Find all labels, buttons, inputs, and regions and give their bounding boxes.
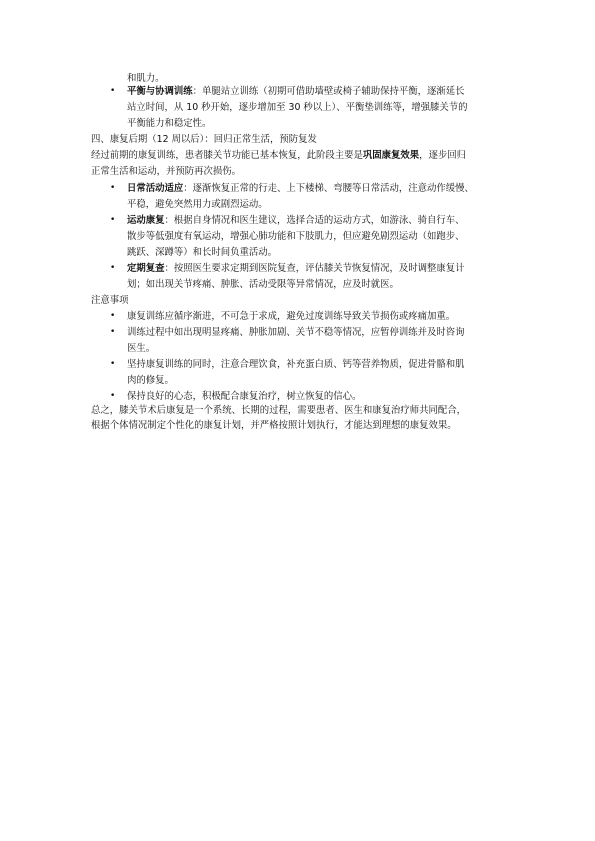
continuation-text: 和肌力。 — [127, 73, 165, 84]
section-4-emphasis: 巩固康复效果 — [362, 150, 420, 161]
section-4-text-a: 经过前期的康复训练，患者膝关节功能已基本恢复，此阶段主要是 — [91, 150, 363, 161]
exercise-rehab-line-1 — [127, 214, 465, 227]
daily-activity-title: 日常活动适应 — [127, 183, 184, 194]
bullet-icon: • — [110, 263, 116, 273]
balance-training-text-1: ：单腿站立训练（初期可借助墙壁或椅子辅助保持平衡，逐渐延长 — [192, 86, 465, 97]
regular-checkup-text-1: ：按照医生要求定期到医院复查，评估膝关节恢复情况，及时调整康复计 — [164, 263, 465, 274]
note-3-line-2: 肉的修复。 — [127, 375, 174, 386]
summary-line-1: 总之，膝关节术后康复是一个系统、长期的过程，需要患者、医生和康复治疗师共同配合， — [91, 405, 467, 416]
exercise-rehab-line-3: 跳跃、深蹲等）和长时间负重活动。 — [127, 247, 278, 258]
daily-activity-text-1: ：逐渐恢复正常的行走、上下楼梯、弯腰等日常活动，注意动作缓慢、 — [183, 183, 474, 194]
section-4-heading: 四、康复后期（12 周以后）：回归正常生活，预防复发 — [91, 134, 317, 145]
daily-activity-line-1 — [127, 182, 474, 195]
balance-training-title: 平衡与协调训练 — [127, 86, 193, 97]
balance-training-line-3: 平衡能力和稳定性。 — [127, 118, 212, 129]
note-1-line-1: 康复训练应循序渐进，不可急于求成，避免过度训练导致关节损伤或疼痛加重。 — [127, 311, 456, 322]
bullet-icon: • — [110, 391, 116, 401]
summary-line-2: 根据个体情况制定个性化的康复计划，并严格按照计划执行，才能达到理想的康复效果。 — [91, 420, 457, 431]
bullet-icon: • — [110, 86, 116, 96]
note-3-line-1: 坚持康复训练的同时，注意合理饮食，补充蛋白质、钙等营养物质，促进骨骼和肌 — [127, 359, 465, 370]
note-4-line-1: 保持良好的心态，积极配合康复治疗，树立恢复的信心。 — [127, 391, 362, 402]
section-4-paragraph-line-2: 正常生活和运动，并预防再次损伤。 — [91, 166, 242, 177]
exercise-rehab-title: 运动康复 — [127, 215, 165, 226]
note-2-line-1: 训练过程中如出现明显疼痛、肿胀加剧、关节不稳等情况，应暂停训练并及时咨询 — [127, 327, 465, 338]
daily-activity-line-2: 平稳，避免突然用力或剧烈运动。 — [127, 199, 268, 210]
bullet-icon: • — [110, 215, 116, 225]
balance-training-line-2: 站立时间，从 10 秒开始，逐步增加至 30 秒以上）、平衡垫训练等，增强膝关节的 — [127, 102, 468, 113]
exercise-rehab-text-1: ：根据自身情况和医生建议，选择合适的运动方式，如游泳、骑自行车、 — [164, 215, 465, 226]
bullet-icon: • — [110, 311, 116, 321]
section-4-text-c: ，逐步回归 — [419, 150, 467, 161]
regular-checkup-line-2: 划；如出现关节疼痛、肿胀、活动受限等异常情况，应及时就医。 — [127, 279, 399, 290]
balance-training-line-1 — [127, 85, 465, 98]
section-4-paragraph-line-1 — [91, 149, 466, 162]
exercise-rehab-line-2: 散步等低强度有氧运动，增强心肺功能和下肢肌力，但应避免剧烈运动（如跑步、 — [127, 231, 465, 242]
bullet-icon: • — [110, 183, 116, 193]
bullet-icon: • — [110, 359, 116, 369]
regular-checkup-title: 定期复查 — [127, 263, 165, 274]
note-2-line-2: 医生。 — [127, 343, 156, 354]
bullet-icon: • — [110, 327, 116, 337]
notes-heading: 注意事项 — [91, 295, 129, 306]
regular-checkup-line-1 — [127, 262, 465, 275]
